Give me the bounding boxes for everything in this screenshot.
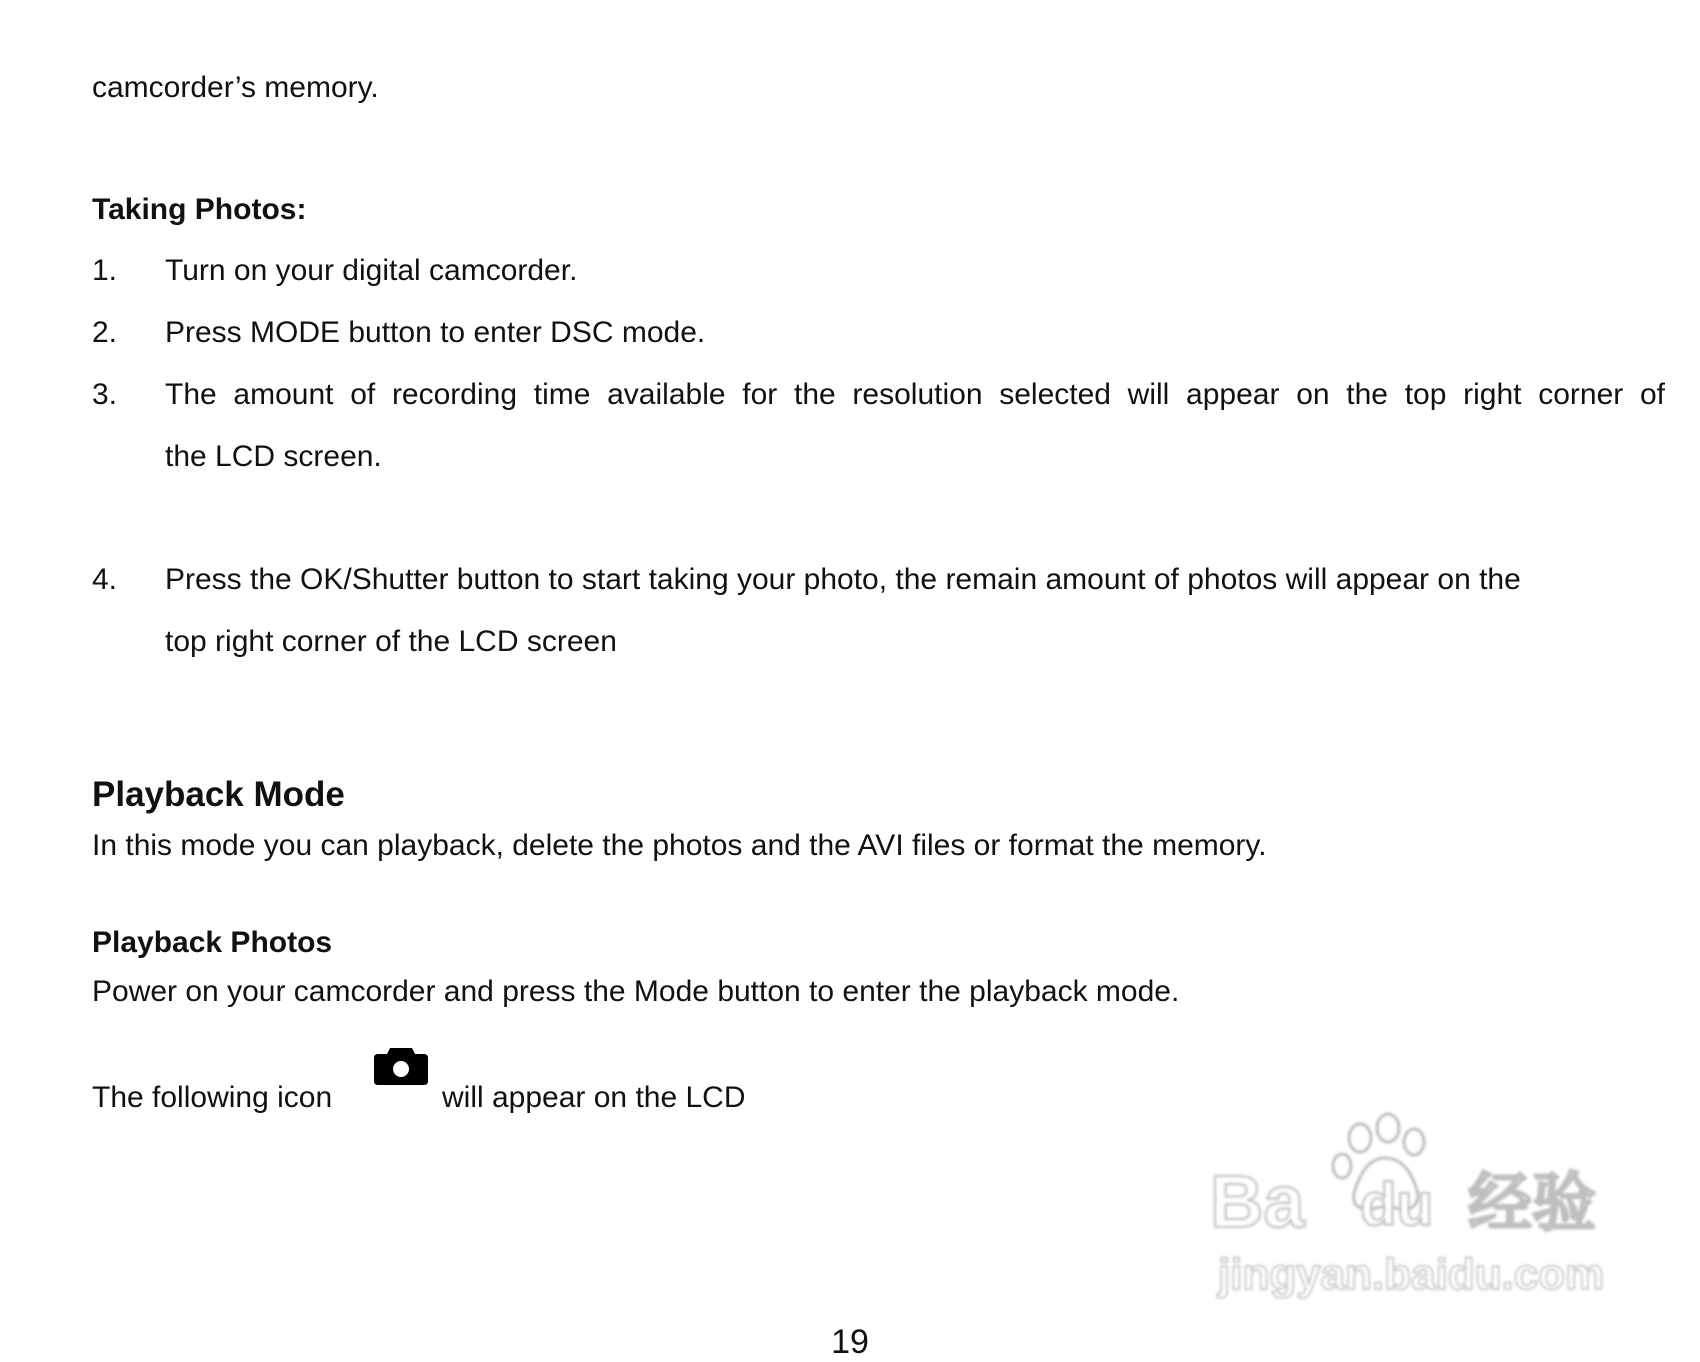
playback-photos-text: Power on your camcorder and press the Mode button to enter the playback mode. bbox=[92, 975, 1180, 1008]
continuation-text: camcorder’s memory. bbox=[92, 71, 379, 104]
step-text: Press the OK/Shutter button to start taking your photo, the remain amount of photos will appear on the bbox=[165, 563, 1521, 596]
step-number: 1. bbox=[92, 254, 118, 287]
playback-mode-description: In this mode you can playback, delete the photos and the AVI files or format the memory. bbox=[92, 829, 1267, 862]
step-number: 3. bbox=[92, 378, 118, 411]
step-text: The amount of recording time available for the resolution selected will appear on the top right corner of bbox=[165, 378, 1665, 411]
watermark-brand-cjk: 经验 bbox=[1468, 1167, 1596, 1239]
icon-sentence-before: The following icon bbox=[92, 1081, 333, 1114]
watermark-url: jingyan.baidu.com bbox=[1218, 1250, 1605, 1299]
step-text: Turn on your digital camcorder. bbox=[165, 254, 578, 287]
page-number: 19 bbox=[831, 1323, 869, 1361]
watermark-brand-latin: Ba bbox=[1210, 1160, 1305, 1243]
baidu-jingyan-watermark bbox=[1210, 1110, 1630, 1310]
watermark-brand-latin: du bbox=[1360, 1171, 1434, 1238]
step-number: 2. bbox=[92, 316, 118, 349]
step-number: 4. bbox=[92, 563, 118, 596]
camera-icon bbox=[372, 1045, 430, 1087]
step-text: top right corner of the LCD screen bbox=[165, 625, 617, 658]
step-text: Press MODE button to enter DSC mode. bbox=[165, 316, 706, 349]
playback-photos-heading: Playback Photos bbox=[92, 926, 333, 959]
playback-mode-heading: Playback Mode bbox=[92, 775, 345, 814]
taking-photos-heading: Taking Photos: bbox=[92, 193, 307, 226]
icon-sentence-after: will appear on the LCD bbox=[442, 1081, 746, 1114]
step-text: the LCD screen. bbox=[165, 440, 382, 473]
